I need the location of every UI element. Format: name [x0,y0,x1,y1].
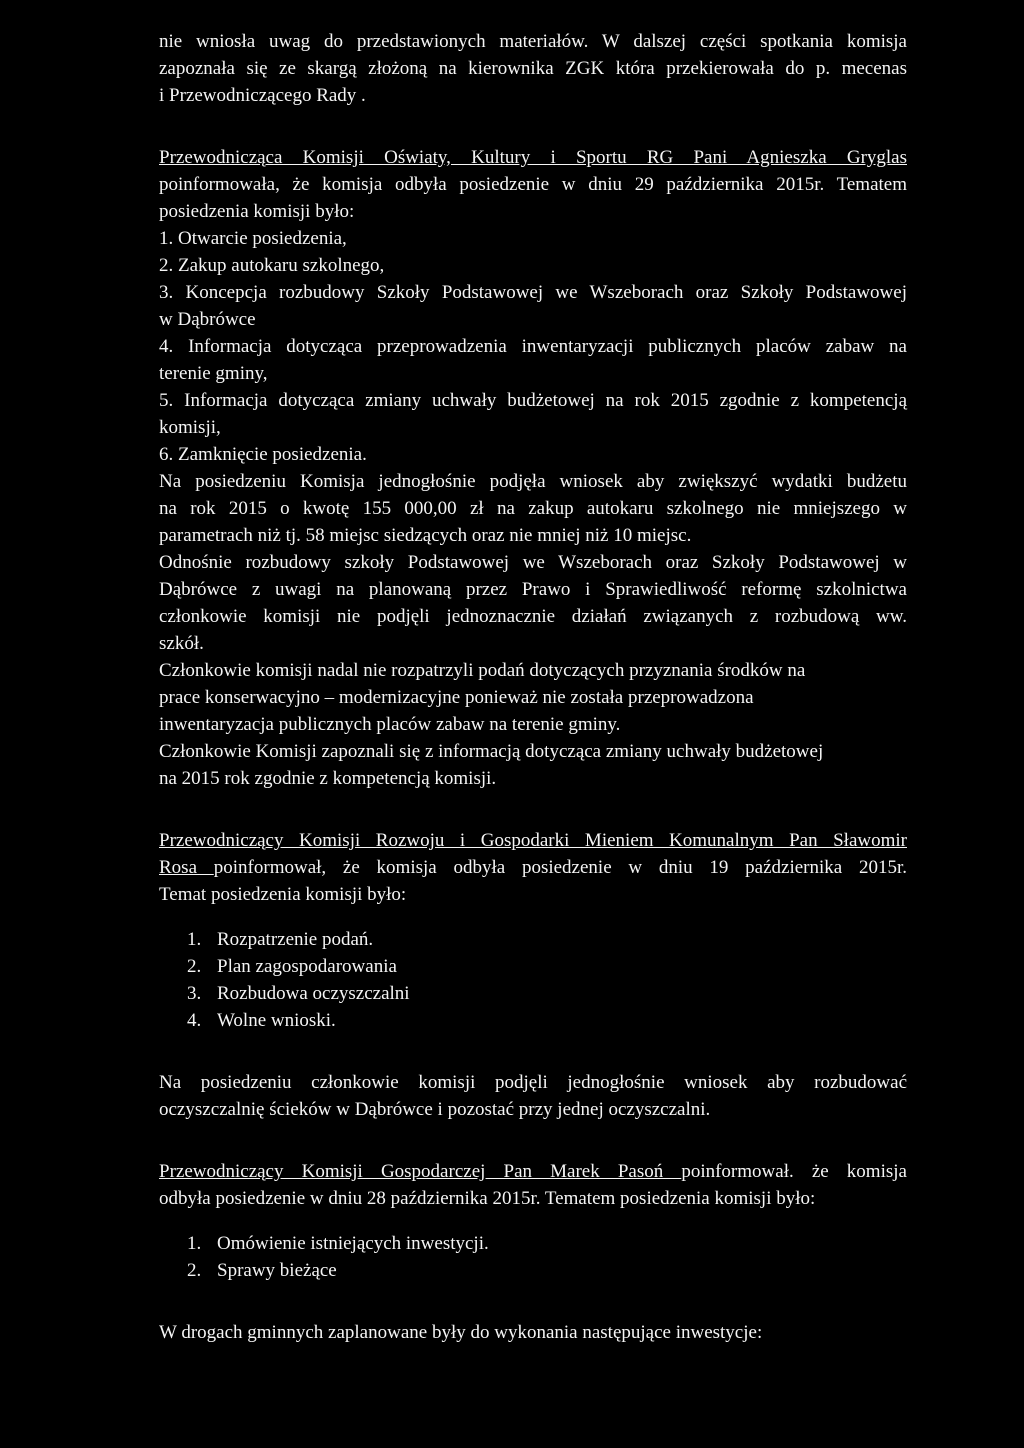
section1-para4-line: Członkowie Komisji zapoznali się z informacją dotycząca zmiany uchwały budżetowej [159,741,824,762]
section2-info-line-1 [159,854,907,881]
section1-agenda-item: 2. Zakup autokaru szkolnego, [159,255,385,276]
section1-para1-line: na rok 2015 o kwotę 155 000,00 zł na zakup autokaru szkolnego nie mniejszego w [159,498,907,519]
section1-para2-line: Dąbrówce z uwagi na planowaną przez Prawo i Sprawiedliwość reformę szkolnictwa [159,579,907,600]
list-item [187,1257,907,1284]
list-number: 1. [187,1233,202,1254]
section1-para3-line: prace konserwacyjno – modernizacyjne ponieważ nie została przeprowadzona [159,687,754,708]
section1-agenda-item: 4. Informacja dotycząca przeprowadzenia inwentaryzacji publicznych placów zabaw na [159,336,907,357]
section1-para1-line: parametrach niż tj. 58 miejsc siedzących oraz nie mniej niż 10 miejsc. [159,525,692,546]
section3-heading-line [159,1158,907,1185]
section2-conclusion-line: Na posiedzeniu członkowie komisji podjęli jednogłośnie wniosek aby rozbudować [159,1072,907,1093]
list-item [187,926,907,953]
section1-agenda-item: 6. Zamknięcie posiedzenia. [159,444,367,465]
list-item [187,1007,907,1034]
section3-closing-line: W drogach gminnych zaplanowane były do wykonania następujące inwestycje: [159,1322,763,1343]
section1-agenda-item-cont: komisji, [159,417,221,438]
section1-agenda-item: 5. Informacja dotycząca zmiany uchwały budżetowej na rok 2015 zgodnie z kompetencją [159,390,907,411]
intro-line-3: i Przewodniczącego Rady . [159,85,366,106]
section2-conclusion-line: oczyszczalnię ścieków w Dąbrówce i pozostać przy jednej oczyszczalni. [159,1099,711,1120]
section1-para3-line: inwentaryzacja publicznych placów zabaw na terenie gminy. [159,714,621,735]
section1-para2-line: szkół. [159,633,204,654]
list-number: 2. [187,1260,202,1281]
section1-agenda-item: 3. Koncepcja rozbudowy Szkoły Podstawowej we Wszeborach oraz Szkoły Podstawowej [159,282,907,303]
list-item [187,1230,907,1257]
section1-agenda-item-cont: w Dąbrówce [159,309,256,330]
section1-agenda-item: 1. Otwarcie posiedzenia, [159,228,347,249]
list-text: Rozpatrzenie podań. [217,929,374,950]
section1-para4-line: na 2015 rok zgodnie z kompetencją komisji. [159,768,497,789]
intro-line-1: nie wniosła uwag do przedstawionych materiałów. W dalszej części spotkania komisja [159,31,907,52]
list-number: 2. [187,956,202,977]
list-number: 1. [187,929,202,950]
section1-agenda-item-cont: terenie gminy, [159,363,268,384]
list-number: 4. [187,1010,202,1031]
section1-para1-line: Na posiedzeniu Komisja jednogłośnie podjęła wniosek aby zwiększyć wydatki budżetu [159,471,907,492]
list-text: Sprawy bieżące [217,1260,337,1281]
section2-info-rest: poinformował, że komisja odbyła posiedzenie w dniu 19 października 2015r. [213,857,907,878]
intro-line-2: zapoznała się ze skargą złożoną na kierownika ZGK która przekierowała do p. mecenas [159,58,907,79]
section2-heading: Przewodniczący Komisji Rozwoju i Gospodarki Mieniem Komunalnym Pan Sławomir [159,830,907,851]
section1-para2-line: członkowie komisji nie podjęli jednoznacznie działań związanych z rozbudową ww. [159,606,907,627]
section3-info-line-2: odbyła posiedzenie w dniu 28 października 2015r. Tematem posiedzenia komisji było: [159,1188,816,1209]
section3-heading-rest: poinformował. że komisja [681,1161,907,1182]
section2-heading-end: Rosa [159,857,214,878]
document-body [159,28,907,1346]
list-number: 3. [187,983,202,1004]
section1-info-line-1: poinformowała, że komisja odbyła posiedzenie w dniu 29 października 2015r. Tematem [159,174,907,195]
list-text: Rozbudowa oczyszczalni [217,983,410,1004]
section3-agenda-list [159,1230,907,1284]
section1-para3-line: Członkowie komisji nadal nie rozpatrzyli podań dotyczących przyznania środków na [159,660,806,681]
section2-info-line-2: Temat posiedzenia komisji było: [159,884,407,905]
list-item [187,980,907,1007]
list-text: Omówienie istniejących inwestycji. [217,1233,489,1254]
section1-heading: Przewodnicząca Komisji Oświaty, Kultury i Sportu RG Pani Agnieszka Gryglas [159,147,907,168]
section3-heading: Przewodniczący Komisji Gospodarczej Pan Marek Pasoń [159,1161,682,1182]
list-text: Plan zagospodarowania [217,956,397,977]
list-item [187,953,907,980]
section1-para2-line: Odnośnie rozbudowy szkoły Podstawowej we Wszeborach oraz Szkoły Podstawowej w [159,552,907,573]
list-text: Wolne wnioski. [217,1010,336,1031]
section2-agenda-list [159,926,907,1034]
section1-info-line-2: posiedzenia komisji było: [159,201,355,222]
